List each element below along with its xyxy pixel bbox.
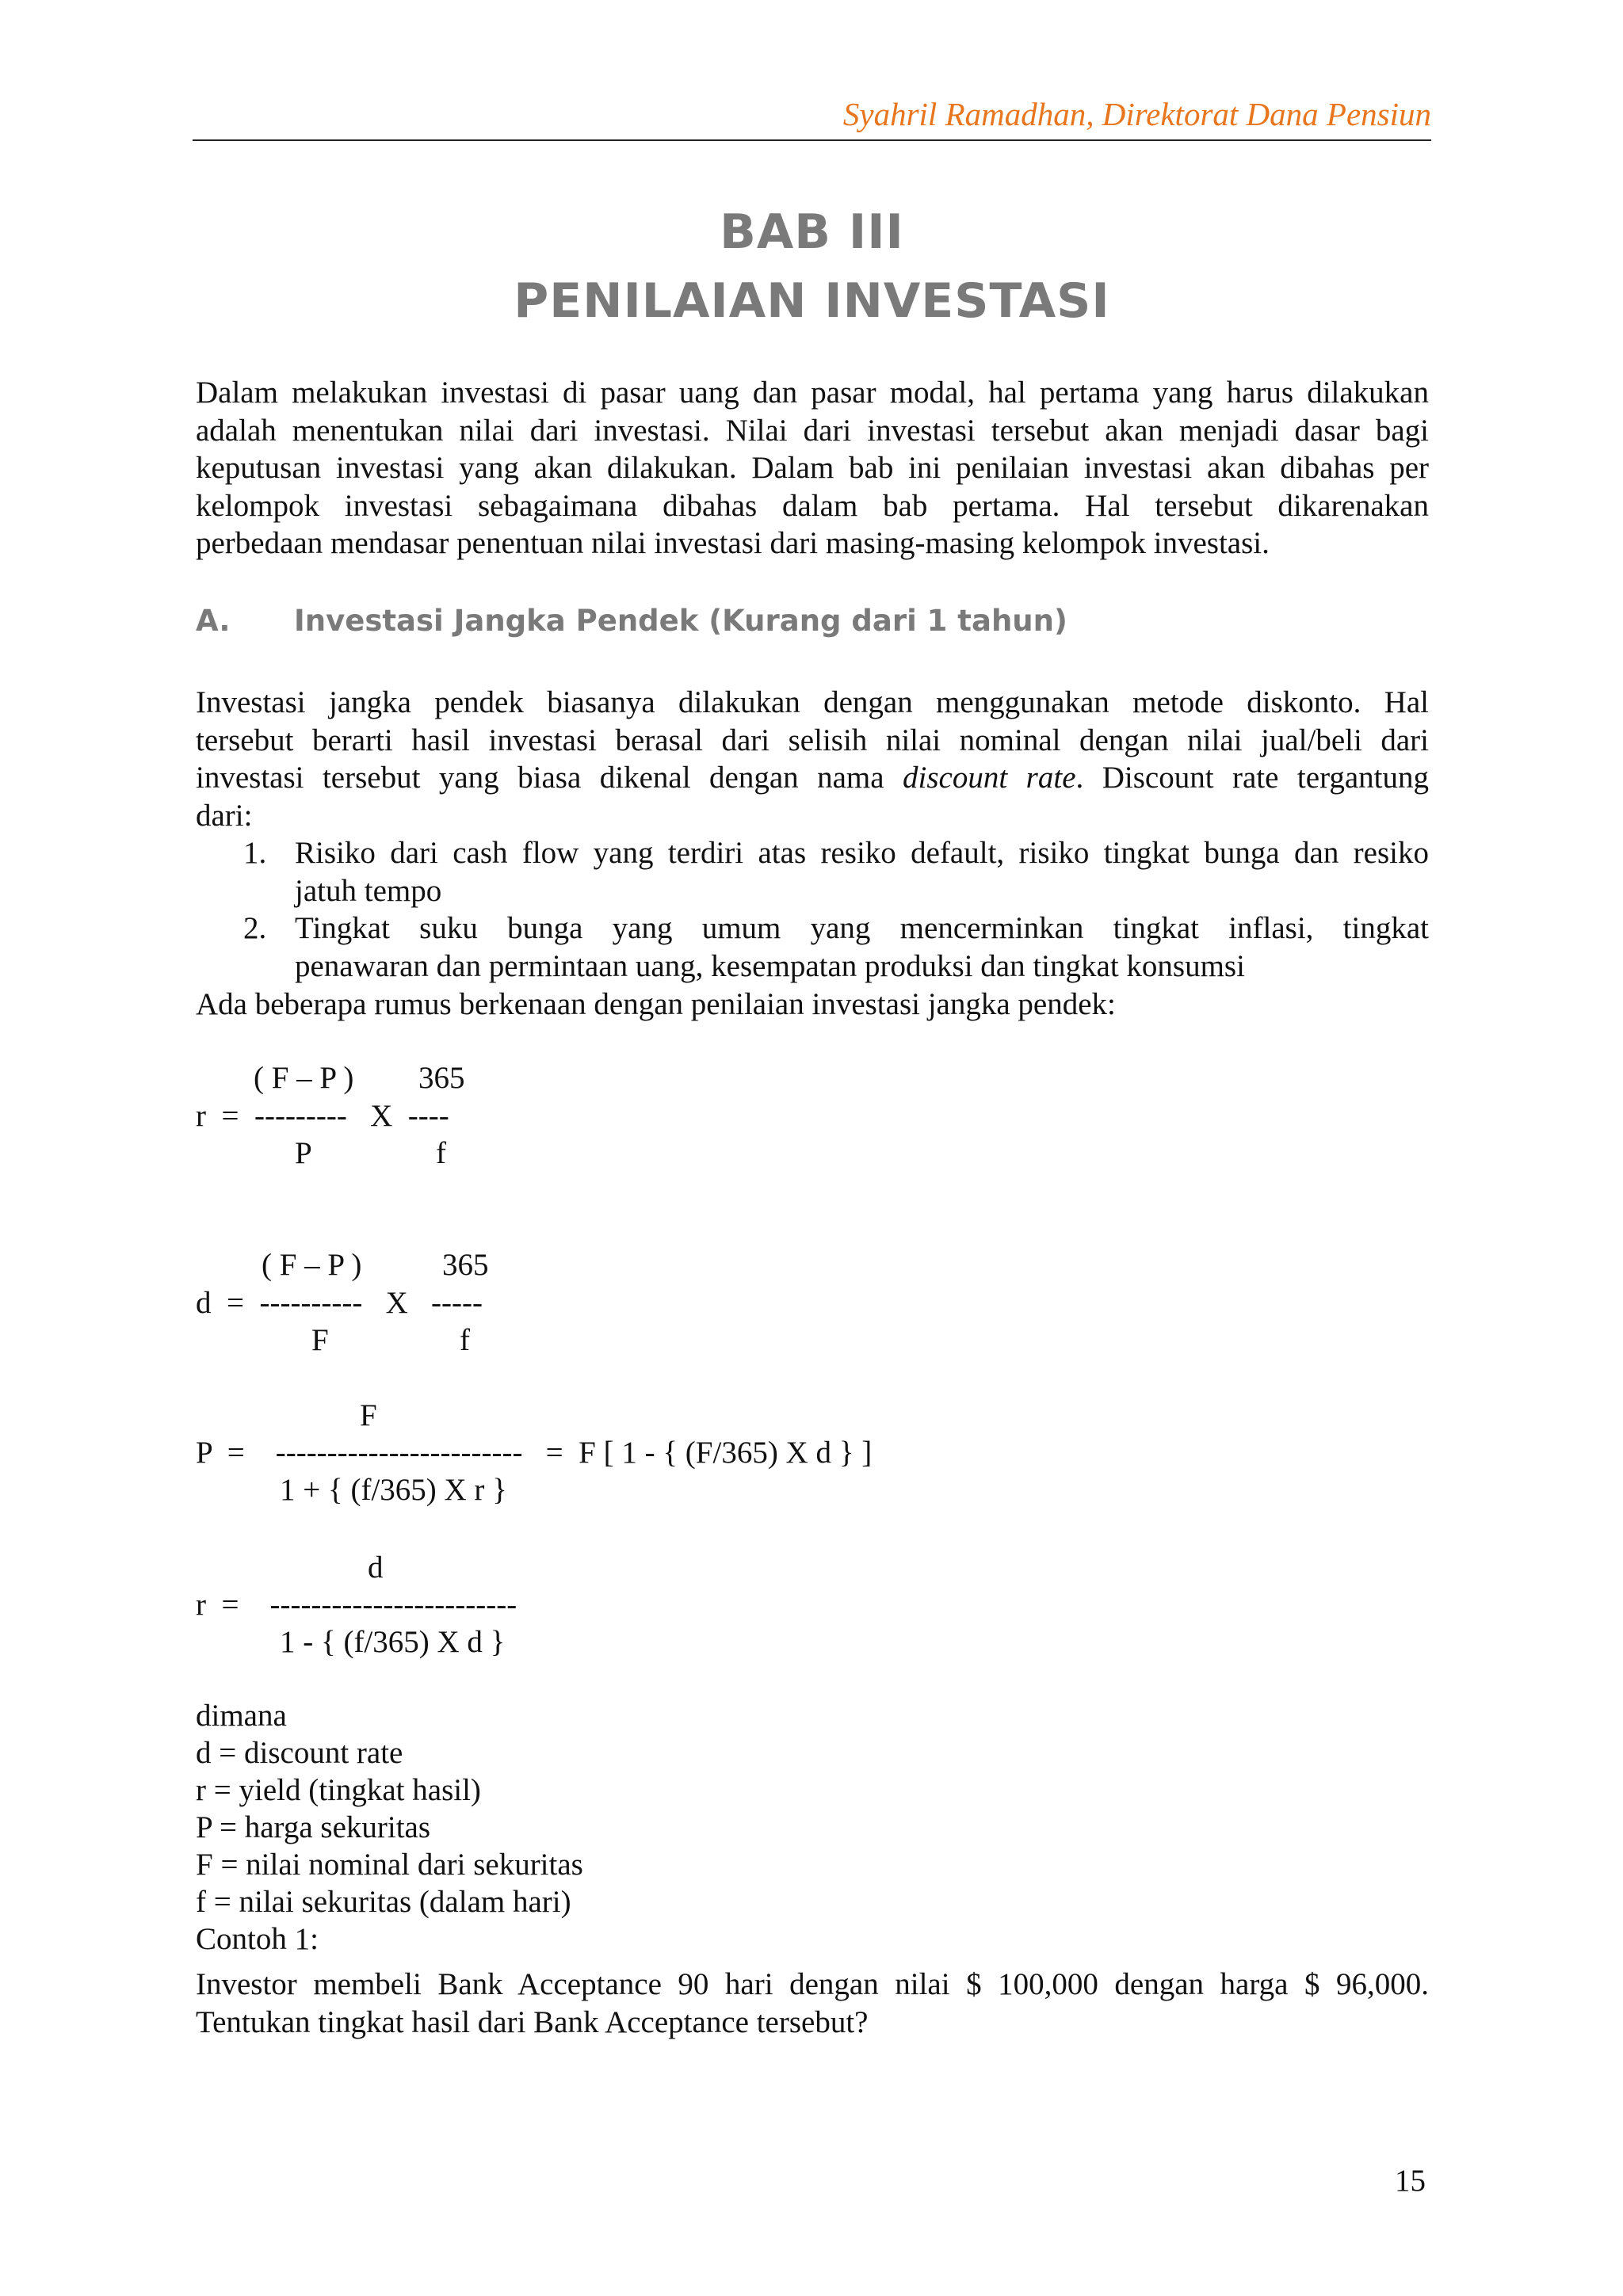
definition-item: r = yield (tingkat hasil) — [196, 1773, 481, 1807]
formula-r-numerator: ( F – P ) — [254, 1061, 354, 1095]
formula-r2-denominator: 1 - { (f/365) X d } — [280, 1625, 506, 1659]
list-line: Tingkat suku bunga yang umum yang mencerminkan tingkat inflasi, tingkat — [295, 911, 1429, 945]
page-number: 15 — [1395, 2164, 1426, 2198]
formula-d-denominator: F — [311, 1323, 329, 1357]
definitions-label: dimana — [196, 1699, 287, 1733]
intro-line: Dalam melakukan investasi di pasar uang dan pasar modal, hal pertama yang harus dilakukan — [196, 376, 1429, 410]
definition-item: d = discount rate — [196, 1736, 403, 1770]
formula-p-denominator: 1 + { (f/365) X r } — [280, 1473, 507, 1507]
running-header: Syahril Ramadhan, Direktorat Dana Pensiun — [842, 96, 1431, 132]
list-item — [196, 834, 1429, 910]
example-label: Contoh 1: — [196, 1922, 319, 1956]
body-line: dari: — [196, 798, 253, 833]
chapter-title: PENILAIAN INVESTASI — [514, 273, 1110, 329]
formula-d-denominator-2: f — [460, 1323, 470, 1357]
body-text: investasi tersebut yang biasa dikenal dengan nama — [196, 761, 903, 795]
intro-line: kelompok investasi sebagaimana dibahas dalam bab pertama. Hal tersebut dikarenakan — [196, 488, 1429, 523]
intro-line: perbedaan mendasar penentuan nilai investasi dari masing-masing kelompok investasi. — [196, 526, 1270, 560]
body-line: tersebut berarti hasil investasi berasal dari selisih nilai nominal dengan nilai jual/beli dari — [196, 723, 1429, 757]
section-number: A. — [196, 604, 231, 638]
list-marker: 2. — [243, 911, 267, 945]
intro-line: keputusan investasi yang akan dilakukan. Dalam bab ini penilaian investasi akan dibahas per — [196, 451, 1429, 485]
section-heading — [196, 604, 1067, 638]
example-line: Investor membeli Bank Acceptance 90 hari dengan nilai $ 100,000 dengan harga $ 96,000. — [196, 1967, 1429, 2001]
section-title: Investasi Jangka Pendek (Kurang dari 1 tahun) — [294, 604, 1067, 638]
formula-r-denominator-2: f — [436, 1136, 446, 1170]
formula-r2-line: r = ------------------------ — [196, 1588, 517, 1622]
list-line: penawaran dan permintaan uang, kesempatan produksi dan tingkat konsumsi — [295, 948, 1245, 983]
formula-r-denominator: P — [295, 1136, 312, 1170]
formula-r2-numerator: d — [368, 1550, 384, 1585]
formula-d-numerator: ( F – P ) — [262, 1248, 362, 1282]
formula-p-line: P = ------------------------ = F [ 1 - { (F/365) X d } ] — [196, 1436, 873, 1470]
definition-item: f = nilai sekuritas (dalam hari) — [196, 1885, 571, 1919]
list-item — [196, 910, 1429, 985]
chapter-number: BAB III — [720, 204, 904, 260]
formula-p-numerator: F — [360, 1398, 377, 1432]
example-paragraph — [196, 1966, 1429, 2041]
intro-paragraph — [196, 374, 1429, 563]
body-line-with-italic — [196, 759, 1429, 797]
example-line: Tentukan tingkat hasil dari Bank Acceptance tersebut? — [196, 2004, 869, 2039]
formulas-intro: Ada beberapa rumus berkenaan dengan penilaian investasi jangka pendek: — [196, 987, 1116, 1021]
body-paragraph — [196, 684, 1429, 834]
formula-r-numerator-2: 365 — [418, 1061, 465, 1095]
list-line: jatuh tempo — [295, 873, 442, 908]
header-divider — [193, 139, 1431, 141]
formula-d-line: d = ---------- X ----- — [196, 1286, 483, 1320]
body-line: Investasi jangka pendek biasanya dilakukan dengan menggunakan metode diskonto. Hal — [196, 685, 1429, 719]
formula-r-line: r = --------- X ---- — [196, 1099, 449, 1133]
italic-term: discount rate — [903, 761, 1076, 795]
definition-item: P = harga sekuritas — [196, 1810, 431, 1844]
intro-line: adalah menentukan nilai dari investasi. Nilai dari investasi tersebut akan menjadi dasar bagi — [196, 413, 1429, 448]
formula-d-numerator-2: 365 — [442, 1248, 489, 1282]
body-text: . Discount rate tergantung — [1075, 761, 1429, 795]
list-line: Risiko dari cash flow yang terdiri atas resiko default, risiko tingkat bunga dan resiko — [295, 836, 1429, 870]
definition-item: F = nilai nominal dari sekuritas — [196, 1848, 583, 1882]
list-marker: 1. — [243, 836, 267, 870]
